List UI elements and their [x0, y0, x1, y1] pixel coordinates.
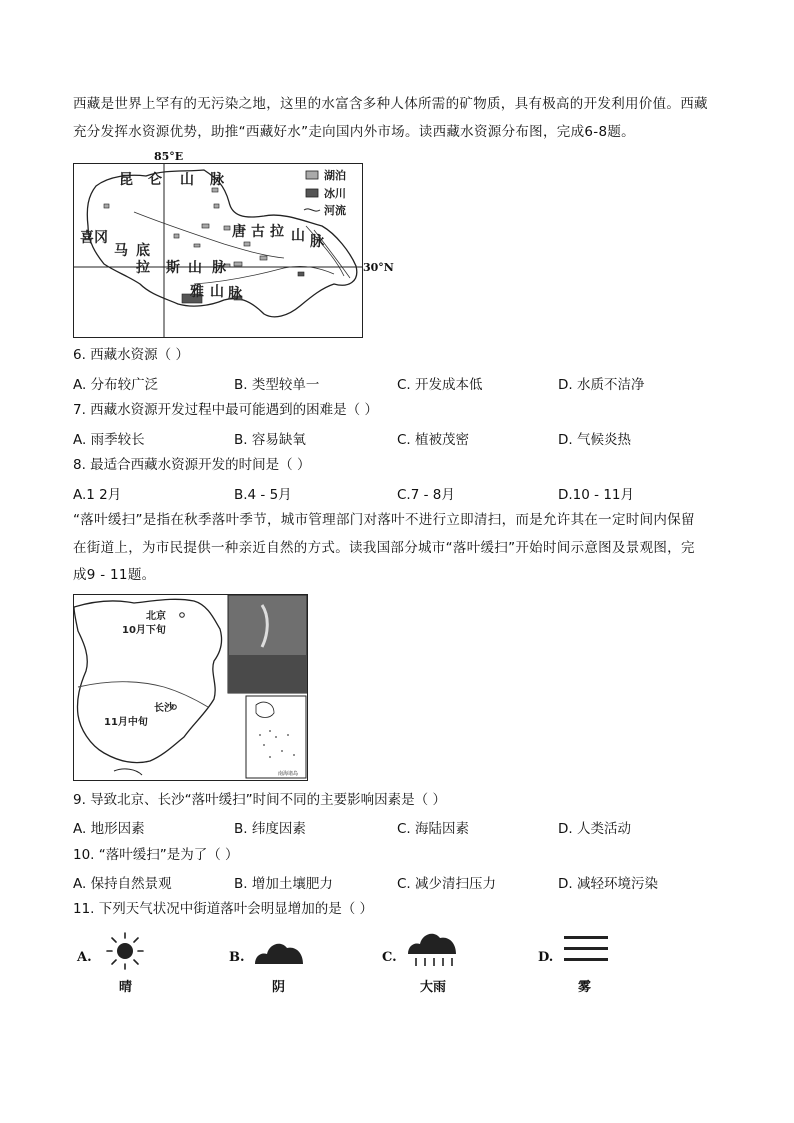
tanggula-char: 唐 — [232, 224, 246, 240]
beijing-label: 北京 — [146, 611, 166, 622]
passage-tibet-water — [73, 91, 723, 146]
option-b[interactable]: B. 纬度因素 — [234, 821, 306, 837]
cloud-icon — [251, 936, 307, 968]
passage-leaf-sweeping — [73, 507, 723, 590]
himalaya-char: 拉 — [136, 260, 150, 276]
tibet-water-map — [73, 163, 363, 338]
legend-glacier-label: 冰川 — [324, 187, 346, 200]
passage-line: 充分发挥水资源优势，助推“西藏好水”走向国内外市场。读西藏水资源分布图，完成6-8题。 — [73, 123, 635, 140]
himalaya-char: 马 — [114, 243, 128, 259]
kunlun-char: 仑 — [148, 172, 162, 188]
question-7-stem: 7. 西藏水资源开发过程中最可能遇到的困难是（ ） — [73, 402, 378, 418]
legend-river-swatch — [304, 209, 320, 211]
changsha-label: 长沙 — [154, 703, 174, 714]
option-b[interactable]: B. 类型较单一 — [234, 377, 320, 393]
question-10-stem: 10. “落叶缓扫”是为了（ ） — [73, 847, 239, 863]
option-d[interactable]: D. 气候炎热 — [558, 432, 631, 448]
latitude-label: 30°N — [363, 261, 394, 274]
legend-glacier-swatch — [306, 189, 318, 197]
passage-line: “落叶缓扫”是指在秋季落叶季节，城市管理部门对落叶不进行立即清扫，而是允许其在一定时间内保留 — [73, 512, 695, 528]
gangdise-char: 底 — [136, 243, 150, 259]
inset-label: 南海诸岛 — [278, 771, 299, 777]
weather-label: 晴 — [119, 980, 133, 995]
fog-icon — [564, 934, 610, 966]
option-letter: B. — [229, 950, 245, 965]
question-10-options — [73, 872, 733, 892]
passage-line: 西藏是世界上罕有的无污染之地，这里的水富含多种人体所需的矿物质，具有极高的开发利用价值。西藏 — [73, 96, 708, 112]
kunlun-char: 脉 — [210, 172, 224, 188]
himalaya-char: 喜 — [80, 230, 94, 246]
option-d[interactable]: D. 减轻环境污染 — [558, 876, 658, 892]
weather-option-c[interactable] — [382, 930, 472, 1000]
sun-icon — [101, 930, 149, 972]
question-7-options — [73, 428, 733, 448]
option-c[interactable]: C. 植被茂密 — [397, 432, 470, 448]
gangdise-char: 脉 — [212, 260, 226, 276]
himalaya-char: 雅 — [190, 284, 204, 300]
option-a[interactable]: A. 分布较广泛 — [73, 377, 159, 393]
beijing-dot — [180, 613, 185, 618]
china-outline — [74, 599, 222, 762]
option-d[interactable]: D.10 - 11月 — [558, 487, 634, 503]
question-9-stem: 9. 导致北京、长沙“落叶缓扫”时间不同的主要影响因素是（ ） — [73, 792, 446, 808]
option-c[interactable]: C. 海陆因素 — [397, 821, 470, 837]
option-a[interactable]: A. 地形因素 — [73, 821, 145, 837]
kunlun-char: 昆 — [119, 172, 133, 188]
weather-option-d[interactable] — [538, 930, 618, 1000]
option-c[interactable]: C. 开发成本低 — [397, 377, 483, 393]
option-a[interactable]: A.1 2月 — [73, 487, 122, 503]
tanggula-char: 脉 — [310, 234, 324, 250]
kunlun-char: 山 — [180, 172, 194, 188]
weather-label: 阴 — [272, 980, 286, 995]
china-map-svg — [74, 595, 307, 780]
longitude-label: 85°E — [154, 150, 184, 163]
weather-option-a[interactable] — [77, 930, 157, 1000]
option-c[interactable]: C.7 - 8月 — [397, 487, 455, 503]
option-c[interactable]: C. 减少清扫压力 — [397, 876, 497, 892]
gangdise-char: 斯 — [166, 260, 180, 276]
question-6-options — [73, 373, 733, 393]
china-leaf-map — [73, 594, 308, 781]
option-d[interactable]: D. 人类活动 — [558, 821, 631, 837]
question-6-stem: 6. 西藏水资源（ ） — [73, 347, 189, 363]
gangdise-char: 冈 — [94, 230, 108, 246]
beijing-time: 10月下旬 — [122, 625, 166, 636]
gangdise-char: 山 — [188, 260, 202, 276]
question-9-options — [73, 817, 733, 837]
legend-lake-swatch — [306, 171, 318, 179]
question-8-options — [73, 483, 733, 503]
himalaya-char: 山 — [210, 284, 224, 300]
tanggula-char: 古 — [251, 224, 265, 240]
question-8-stem: 8. 最适合西藏水资源开发的时间是（ ） — [73, 457, 311, 473]
weather-label: 大雨 — [420, 980, 447, 995]
heavy-rain-icon — [404, 930, 460, 970]
option-letter: C. — [382, 950, 397, 965]
tibet-map-svg — [74, 164, 362, 337]
option-b[interactable]: B. 容易缺氧 — [234, 432, 306, 448]
tanggula-char: 拉 — [270, 224, 284, 240]
question-11-stem: 11. 下列天气状况中街道落叶会明显增加的是（ ） — [73, 901, 374, 917]
tanggula-char: 山 — [291, 228, 305, 244]
himalaya-char: 脉 — [228, 286, 242, 302]
weather-option-b[interactable] — [229, 930, 319, 1000]
option-letter: A. — [77, 950, 92, 965]
weather-label: 雾 — [578, 980, 592, 995]
changsha-time: 11月中旬 — [104, 717, 148, 728]
option-letter: D. — [538, 950, 554, 965]
option-b[interactable]: B.4 - 5月 — [234, 487, 292, 503]
legend-river-label: 河流 — [324, 204, 346, 217]
option-b[interactable]: B. 增加土壤肥力 — [234, 876, 333, 892]
option-a[interactable]: A. 雨季较长 — [73, 432, 145, 448]
passage-line: 成9 - 11题。 — [73, 567, 156, 583]
passage-line: 在街道上，为市民提供一种亲近自然的方式。读我国部分城市“落叶缓扫”开始时间示意图及景观图，完 — [73, 539, 695, 556]
option-d[interactable]: D. 水质不洁净 — [558, 377, 645, 393]
option-a[interactable]: A. 保持自然景观 — [73, 876, 172, 892]
legend-lake-label: 湖泊 — [324, 169, 346, 182]
